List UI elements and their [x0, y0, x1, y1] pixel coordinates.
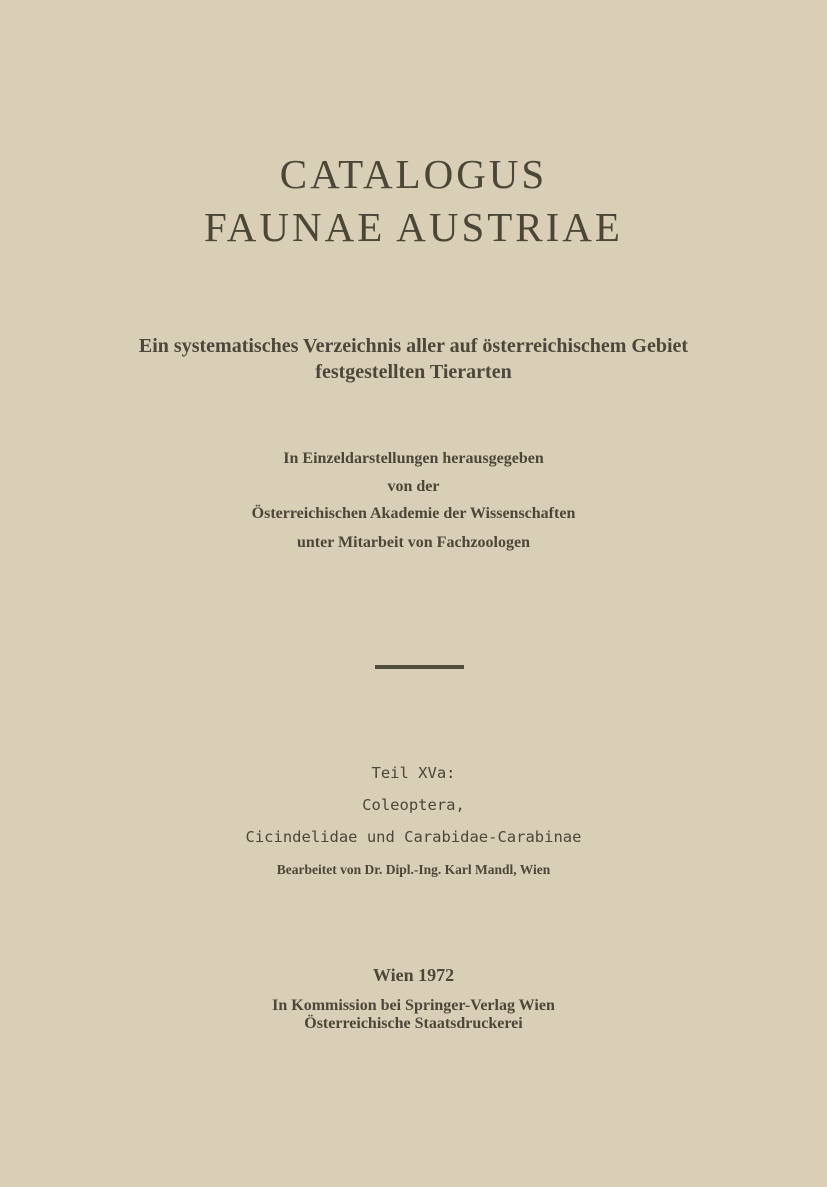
title-line-2: FAUNAE AUSTRIAE [204, 204, 623, 250]
imprint-place-year: Wien 1972 [372, 965, 455, 985]
editor-line-3: Österreichischen Akademie der Wissenschaften [251, 505, 576, 522]
author-credit: Bearbeitet von Dr. Dipl.-Ing. Karl Mandl, Wien [276, 862, 551, 877]
imprint-publisher: In Kommission bei Springer-Verlag Wien [272, 997, 555, 1014]
title-line-1: CATALOGUS [279, 151, 548, 197]
subtitle-line-1: Ein systematisches Verzeichnis aller auf österreichischem Gebiet [138, 335, 689, 357]
editor-line-1: In Einzeldarstellungen herausgegeben [283, 450, 544, 467]
part-order: Coleoptera, [362, 796, 465, 814]
subtitle-line-2: festgestellten Tierarten [315, 361, 512, 383]
part-families: Cicindelidae und Carabidae-Carabinae [245, 828, 582, 846]
divider-rule [375, 665, 464, 669]
imprint-printer: Österreichische Staatsdruckerei [304, 1015, 523, 1032]
part-label: Teil XVa: [371, 764, 456, 782]
editor-line-2: von der [387, 478, 440, 495]
editor-line-4: unter Mitarbeit von Fachzoologen [296, 534, 530, 551]
